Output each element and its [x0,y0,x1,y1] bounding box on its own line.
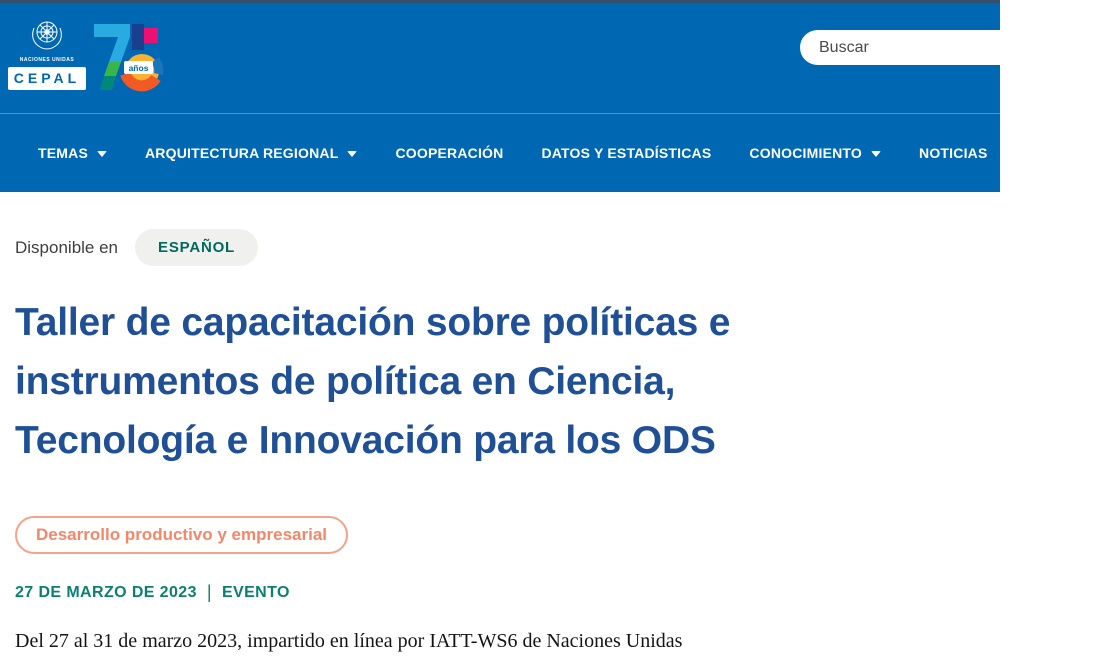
chevron-down-icon [97,151,107,157]
nav-item-datos-y-estadisticas[interactable]: DATOS Y ESTADÍSTICAS [541,145,712,161]
content-type-badge: EVENTO [221,583,290,601]
un-caption: NACIONES UNIDAS [19,57,75,63]
page-title [15,293,1000,470]
nav-item-eventos[interactable]: EVENTOS [1025,145,1094,161]
anniversary-75-icon [92,18,166,100]
available-in-label: Disponible en [15,237,119,257]
un-emblem-icon [27,16,67,56]
nav-item-cooperacion[interactable]: COOPERACIÓN [395,145,504,161]
date-separator: | [206,582,212,602]
chevron-down-icon [347,151,357,157]
site-header [0,3,1000,113]
page-title-line-1: Taller de capacitación sobre políticas e [15,301,731,344]
language-row [15,229,1000,266]
event-date: 27 DE MARZO DE 2023 [15,583,197,601]
topic-tag-desarrollo-productivo[interactable]: Desarrollo productivo y empresarial [15,516,348,554]
nav-item-noticias[interactable]: NOTICIAS [919,145,988,161]
brand-logos[interactable] [13,16,166,100]
event-summary: Del 27 al 31 de marzo 2023, impartido en línea por IATT-WS6 de Naciones Unidas [15,630,683,652]
page-title-line-3: Tecnología e Innovación para los ODS [15,419,716,462]
chevron-down-icon [871,151,881,157]
language-espanol-button[interactable]: ESPAÑOL [135,229,258,266]
main-nav [0,113,1094,192]
anniversary-label: años [128,63,149,73]
nav-item-temas[interactable]: TEMAS [38,145,107,161]
nav-item-arquitectura-regional[interactable]: ARQUITECTURA REGIONAL [145,145,357,161]
un-cepal-logo [13,16,81,90]
nav-item-conocimiento[interactable]: CONOCIMIENTO [749,145,881,161]
page-content [0,229,1000,653]
page-title-line-2: instrumentos de política en Ciencia, [15,360,676,403]
cepal-logo: CEPAL [8,67,86,90]
search-box [800,30,1030,65]
date-row [15,582,1000,603]
search-input[interactable] [800,30,1030,65]
